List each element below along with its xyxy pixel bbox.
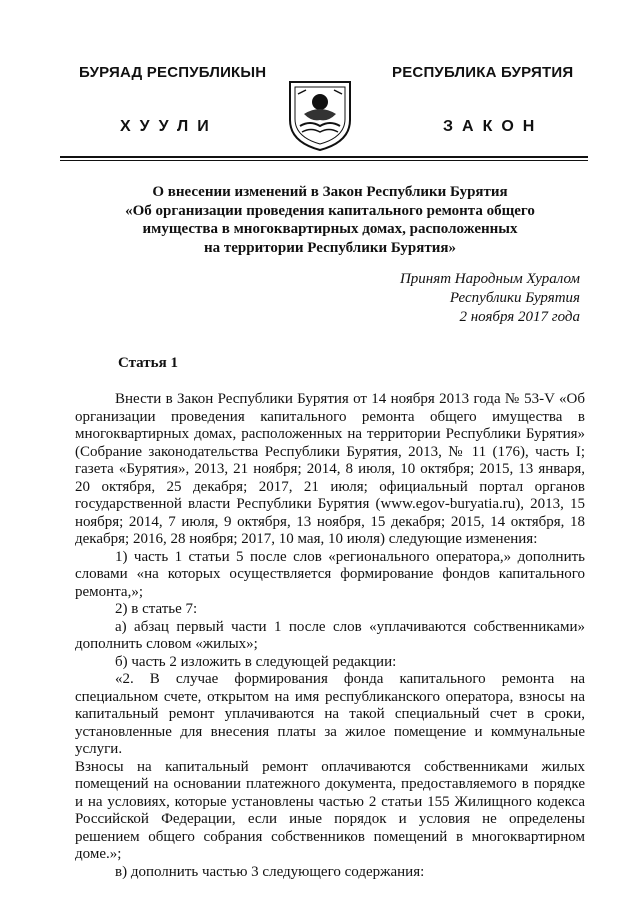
header-left-title: БУРЯАД РЕСПУБЛИКЫН — [79, 64, 267, 81]
header-right-title: РЕСПУБЛИКА БУРЯТИЯ — [392, 64, 574, 81]
header-divider-thick — [60, 156, 588, 158]
law-title-line: О внесении изменений в Закон Республики Бурятия — [152, 184, 508, 200]
law-title — [90, 183, 570, 257]
body-paragraph: «2. В случае формирования фонда капитального ремонта на специальном счете, открытом на имя республиканского оператора, взносы на капитальный ремонт уплачиваются на такой специальный счет в сроки, установленные для внесения платы за жилое помещение и коммунальные услуги. — [75, 671, 585, 757]
body-paragraph: а) абзац первый части 1 после слов «уплачиваются собственниками» дополнить словом «жилых»; — [75, 618, 585, 652]
body-paragraph: 2) в статье 7: — [115, 601, 198, 617]
header-divider-thin — [60, 160, 588, 161]
body-paragraph: 1) часть 1 статьи 5 после слов «регионального оператора,» дополнить словами «на которых осуществляется формирование фондов капитального ремонта,»; — [75, 548, 585, 600]
body-paragraph: Внести в Закон Республики Бурятия от 14 ноября 2013 года № 53-V «Об организации проведения капитального ремонта общего имущества в многоквартирных домах, расположенных на территории Республики Бурятия» (Собрание законодательства Республики Бурятия, 2013, № 11 (176), часть I; газета «Бурятия», 2013, 21 ноября; 2014, 8 июля, 10 октября; 2015, 13 января, 20 октября, 25 декабря; 2017, 21 июля; официальный портал органов государственной власти Республики Бурятия (www.egov-buryatia.ru), 2013, 15 ноября; 2014, 7 июля, 9 октября, 13 ноября, 15 декабря; 2015, 14 октября, 18 декабря; 2016, 28 ноября; 2017, 10 мая, 10 июля) следующие изменения: — [75, 391, 585, 547]
adoption-line: Республики Бурятия — [449, 290, 580, 306]
adoption-line: Принят Народным Хуралом — [399, 271, 580, 287]
body-paragraph: б) часть 2 изложить в следующей редакции: — [115, 653, 397, 670]
article-heading: Статья 1 — [118, 355, 178, 371]
law-title-line: имущества в многоквартирных домах, расположенных — [142, 221, 518, 237]
header-left-sub: ХУУЛИ — [120, 118, 218, 135]
coat-of-arms-emblem — [284, 76, 356, 152]
body-paragraph: в) дополнить частью 3 следующего содержания: — [115, 863, 425, 880]
adoption-line: 2 ноября 2017 года — [459, 309, 580, 325]
law-title-line: «Об организации проведения капитального ремонта общего — [125, 202, 535, 219]
law-body — [75, 391, 585, 881]
law-title-line: на территории Республики Бурятия» — [203, 239, 457, 256]
header-right-sub: ЗАКОН — [443, 118, 544, 135]
body-paragraph: Взносы на капитальный ремонт оплачиваются собственниками жилых помещений на основании платежного документа, предоставляемого в порядке и на условиях, которые установлены частью 2 статьи 155 Жилищного кодекса Российской Федерации, если иные порядок и условия не определены решением общего собрания собственников помещений в многоквартирном доме.»; — [75, 758, 585, 862]
adoption-note — [400, 270, 580, 327]
